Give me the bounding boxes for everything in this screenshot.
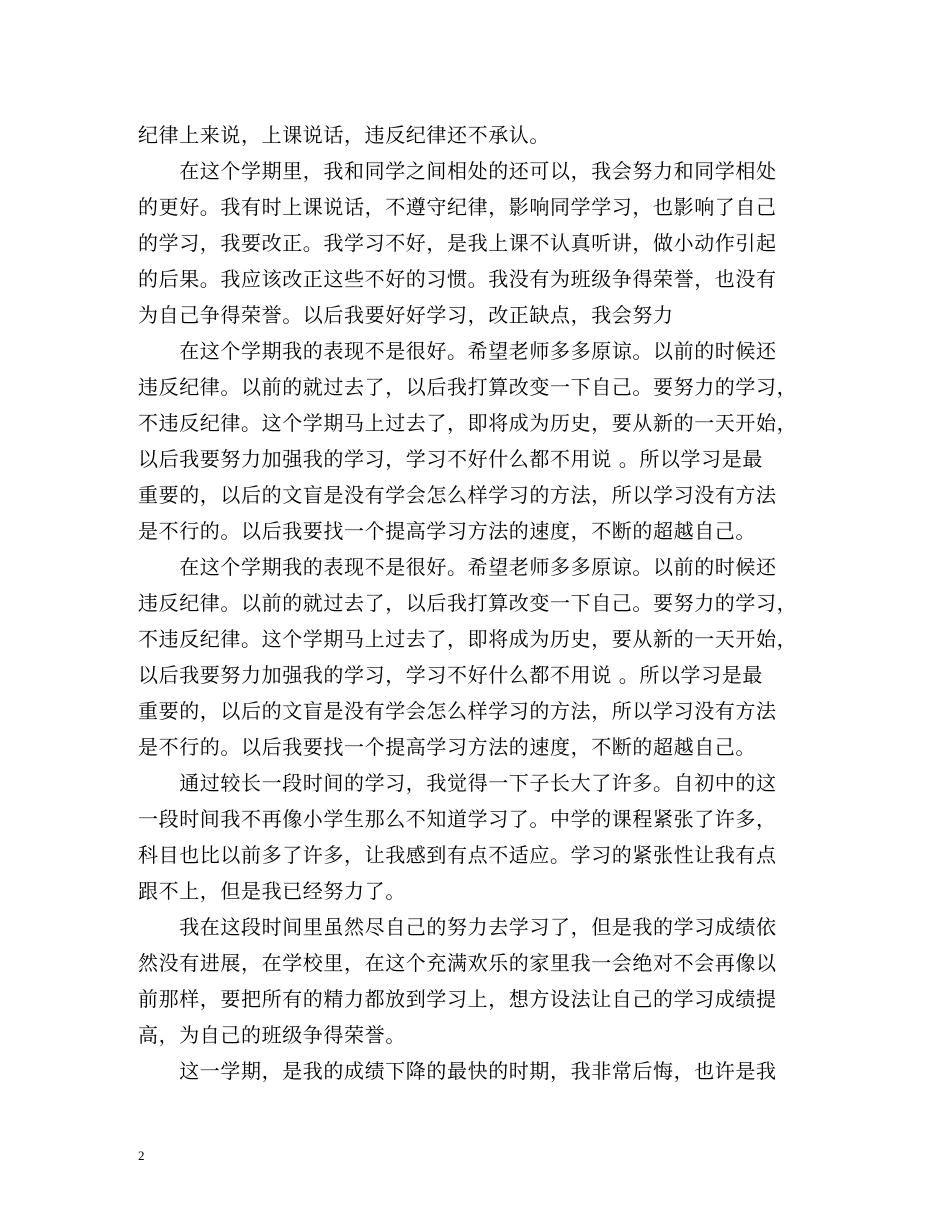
text-line: 不违反纪律。这个学期马上过去了，即将成为历史，要从新的一天开始， bbox=[138, 627, 798, 651]
text-line: 科目也比以前多了许多，让我感到有点不适应。学习的紧张性让我有点 bbox=[138, 843, 777, 867]
text-line: 重要的，以后的文盲是没有学会怎么样学习的方法，所以学习没有方法 bbox=[138, 483, 777, 507]
text-line: 违反纪律。以前的就过去了，以后我打算改变一下自己。要努力的学习， bbox=[138, 591, 798, 615]
text-line: 不违反纪律。这个学期马上过去了，即将成为历史，要从新的一天开始， bbox=[138, 411, 798, 435]
text-line: 是不行的。以后我要找一个提高学习方法的速度，不断的超越自己。 bbox=[138, 735, 756, 759]
text-line: 在这个学期里，我和同学之间相处的还可以，我会努力和同学相处 bbox=[138, 159, 777, 183]
text-line: 在这个学期我的表现不是很好。希望老师多多原谅。以前的时候还 bbox=[138, 339, 777, 363]
text-line: 的学习，我要改正。我学习不好，是我上课不认真听讲，做小动作引起 bbox=[138, 231, 777, 255]
text-line: 以后我要努力加强我的学习，学习不好什么都不用说 。所以学习是最 bbox=[138, 663, 763, 687]
text-line: 的更好。我有时上课说话，不遵守纪律，影响同学学习，也影响了自己 bbox=[138, 195, 777, 219]
text-line: 是不行的。以后我要找一个提高学习方法的速度，不断的超越自己。 bbox=[138, 519, 756, 543]
text-line: 的后果。我应该改正这些不好的习惯。我没有为班级争得荣誉，也没有 bbox=[138, 267, 777, 291]
text-line: 前那样，要把所有的精力都放到学习上，想方设法让自己的学习成绩提 bbox=[138, 987, 777, 1011]
page-number: 2 bbox=[138, 1148, 145, 1163]
text-line: 违反纪律。以前的就过去了，以后我打算改变一下自己。要努力的学习， bbox=[138, 375, 798, 399]
text-line: 通过较长一段时间的学习，我觉得一下子长大了许多。自初中的这 bbox=[138, 771, 777, 795]
text-line: 我在这段时间里虽然尽自己的努力去学习了，但是我的学习成绩依 bbox=[138, 915, 777, 939]
text-line: 这一学期，是我的成绩下降的最快的时期，我非常后悔，也许是我 bbox=[138, 1059, 777, 1083]
text-line: 高，为自己的班级争得荣誉。 bbox=[138, 1023, 406, 1047]
text-line: 为自己争得荣誉。以后我要好好学习，改正缺点，我会努力 bbox=[138, 303, 674, 327]
text-line: 一段时间我不再像小学生那么不知道学习了。中学的课程紧张了许多， bbox=[138, 807, 777, 831]
text-line: 然没有进展，在学校里，在这个充满欢乐的家里我一会绝对不会再像以 bbox=[138, 951, 777, 975]
text-line: 重要的，以后的文盲是没有学会怎么样学习的方法，所以学习没有方法 bbox=[138, 699, 777, 723]
text-line: 在这个学期我的表现不是很好。希望老师多多原谅。以前的时候还 bbox=[138, 555, 777, 579]
text-line: 跟不上，但是我已经努力了。 bbox=[138, 879, 406, 903]
text-line: 以后我要努力加强我的学习，学习不好什么都不用说 。所以学习是最 bbox=[138, 447, 763, 471]
text-line: 纪律上来说，上课说话，违反纪律还不承认。 bbox=[138, 123, 550, 147]
